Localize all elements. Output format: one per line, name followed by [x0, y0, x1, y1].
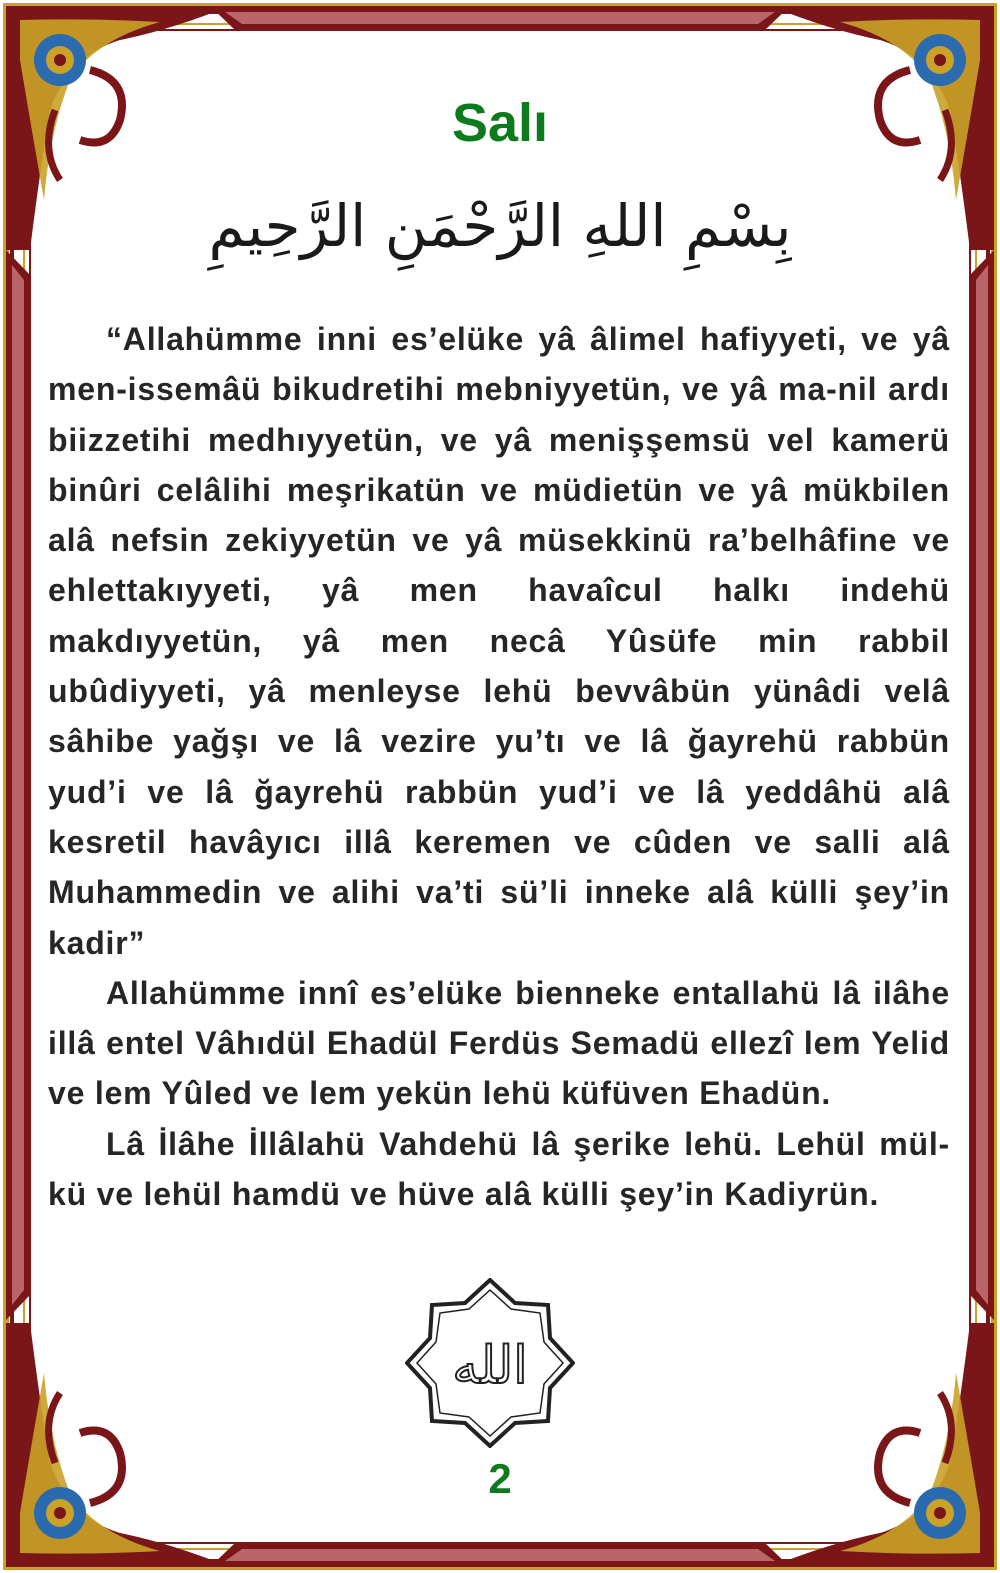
paragraph: “Allahümme inni es’elüke yâ âlimel hafiyyeti, ve yâ men-issemâü bikudretihi mebniyyetün, ve yâ ma-nil ardı biizzetihi medhıyyetün, ve yâ menişşemsü vel kamerü binûri celâlihi meşrikatün ve müdietün ve yâ mükbilen alâ nefsin zekiyyetün ve yâ müsekkinü ra’belhâfine ve ehlettakıyyeti, yâ men havaîcul halkı indehü makdıyyetün, yâ men necâ Yûsüfe min rabbil ubûdiyyeti, yâ menleyse lehü bevvâbün yünâdi velâ sâhibe yağşı ve lâ vezire yu’tı ve lâ ğayrehü rabbün yud’i ve lâ ğayrehü rabbün yud’i ve lâ yeddâhü alâ kesretil havâyıcı illâ keremen ve cûden ve salli alâ Muhammedin ve alihi va’ti sü’li inneke alâ külli şey’in kadir”	[48, 321, 950, 961]
prayer-text	[48, 314, 950, 1219]
page-title: Salı	[451, 93, 549, 153]
corner-ornament-bottom-left	[6, 1323, 230, 1567]
seal-text: الله	[452, 1336, 528, 1396]
paragraph: Allahümme innî es’elüke bienneke entallahü lâ ilâhe illâ entel Vâhıdül Ehadül Ferdüs Semadü ellezî lem Yelid ve lem Yûled ve lem yekün lehü küfüven Ehadün.	[48, 974, 950, 1112]
corner-ornament-bottom-right	[770, 1323, 994, 1567]
basmala-calligraphy: بِسْمِ اللهِ الرَّحْمَنِ الرَّحِيمِ	[208, 192, 792, 260]
paragraph: Lâ İlâhe İllâlahü Vahdehü lâ şerike lehü. Lehül mül-kü ve lehül hamdü ve hüve alâ külli şey’in Kadiyrün.	[48, 1125, 950, 1213]
allah-seal-emblem	[405, 1278, 575, 1448]
page-number: 2	[488, 1455, 512, 1502]
